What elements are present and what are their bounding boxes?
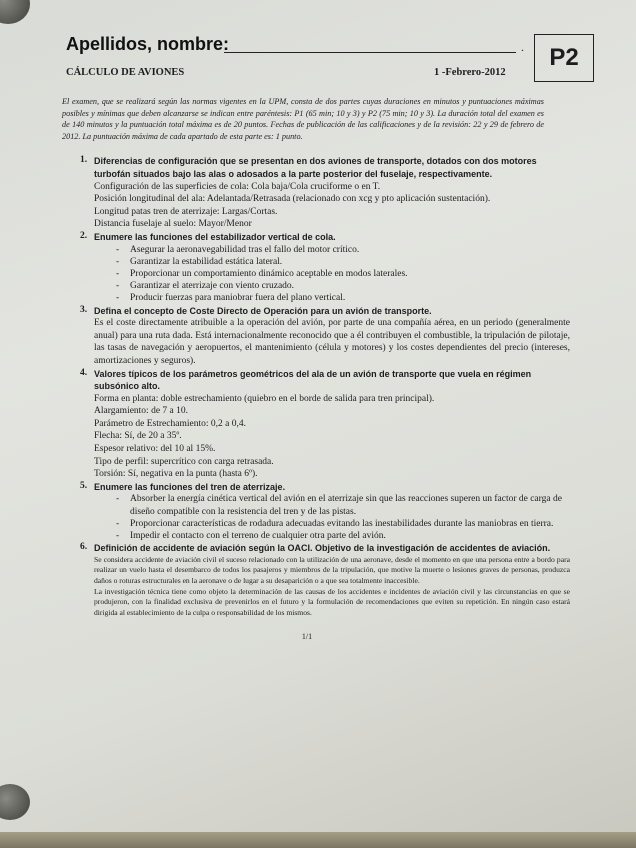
answer-block — [94, 317, 570, 367]
name-label: Apellidos, nombre: — [66, 34, 230, 54]
question-2 — [80, 231, 570, 305]
answer-line: Longitud patas tren de aterrizaje: Largas/Cortas. — [94, 206, 278, 217]
list-item: - Proporcionar un comportamiento dinámico aceptable en modos laterales. — [116, 268, 570, 280]
question-title: Enumere las funciones del estabilizador vertical de cola. — [94, 231, 336, 242]
page-number: 1/1 — [301, 632, 313, 642]
bullet-list — [94, 493, 570, 542]
answer-line: Distancia fuselaje al suelo: Mayor/Menor — [94, 219, 252, 230]
question-title: Diferencias de configuración que se presentan en dos aviones de transporte, dotados con dos motores turbofán situados bajo las alas o adosados a la parte posterior del fuselaje, respectivamente. — [94, 156, 537, 179]
question-4 — [80, 368, 570, 481]
exam-header — [52, 22, 592, 84]
answer-line: Forma en planta: doble estrechamiento (quiebro en el borde de salida para tren principal). — [94, 393, 435, 404]
answer-line: Tipo de perfil: supercrítico con carga retrasada. — [94, 456, 274, 467]
pin-top-left — [0, 0, 30, 24]
list-item: - Asegurar la aeronavegabilidad tras el fallo del motor crítico. — [116, 244, 570, 256]
question-number: 5. — [80, 480, 88, 491]
list-item: - Impedir el contacto con el terreno de cualquier otra parte del avión. — [116, 530, 570, 542]
wooden-frame-edge — [0, 832, 636, 848]
answer-block — [94, 555, 570, 619]
question-number: 6. — [80, 542, 88, 553]
answer-line: Espesor relativo: del 10 al 15%. — [94, 444, 216, 455]
list-item: - Producir fuerzas para maniobrar fuera del plano vertical. — [116, 292, 570, 304]
list-item: - Garantizar la estabilidad estática lateral. — [116, 256, 570, 268]
answer-line: Alargamiento: de 7 a 10. — [94, 406, 189, 417]
answer-line: Flecha: Sí, de 20 a 35º. — [94, 431, 182, 442]
question-3 — [80, 305, 570, 368]
question-title: Definición de accidente de aviación según la OACI. Objetivo de la investigación de accidentes de aviación. — [94, 543, 551, 554]
question-number: 4. — [80, 367, 88, 378]
answer-text: Es el coste directamente atribuible a la operación del avión, por parte de una compañía aérea, en un periodo (generalmente anual) para una ruta dada. Está internacionalmente reconocido que a él contribuyen el combustible, la tripulación de pilotaje, las tasas de navegación y aeropuertos, el mantenimiento (célula y motores) y los costes dependientes del precio (intereses, amortizaciones y seguros). — [94, 318, 570, 366]
list-item: - Garantizar el aterrizaje con viento cruzado. — [116, 280, 570, 292]
exam-sheet — [52, 22, 592, 641]
answer-paragraph: La investigación técnica tiene como objeto la determinación de las causas de los accidentes e incidentes de aviación civil y las circunstancias en que se produjeron, con la finalidad exclusiva de prevenirlos en el futuro y la formulación de recomendaciones que eviten su repetición. En ningún caso estará dirigida al establecimiento de la culpa o responsabilidad de los mismos. — [94, 586, 570, 617]
question-title: Enumere las funciones del tren de aterrizaje. — [94, 481, 286, 492]
answer-block — [94, 393, 570, 481]
question-1 — [80, 155, 570, 231]
question-number: 2. — [80, 230, 88, 241]
answer-line: Posición longitudinal del ala: Adelantada/Retrasada (relacionado con xcg y pto aplicación sustentación). — [94, 194, 491, 205]
answer-line: Configuración de las superficies de cola: Cola baja/Cola cruciforme o en T. — [94, 181, 381, 192]
list-item: - Proporcionar características de rodadura adecuadas evitando las inestabilidades durante las maniobras en tierra. — [116, 518, 570, 530]
answer-line: Parámetro de Estrechamiento: 0,2 a 0,4. — [94, 418, 246, 429]
part-box: P2 — [534, 34, 594, 82]
name-dot: . — [521, 40, 524, 54]
answer-block — [94, 181, 570, 231]
list-item: - Absorber la energía cinética vertical del avión en el aterrizaje sin que las reacciones superen un factor de carga de diseño compatible con la resistencia del tren y de las pistas. — [116, 493, 570, 517]
question-title: Defina el concepto de Coste Directo de Operación para un avión de transporte. — [94, 305, 432, 316]
question-6 — [80, 542, 570, 618]
pin-bottom-left — [0, 784, 30, 820]
answer-paragraph: Se considera accidente de aviación civil el suceso relacionado con la utilización de una aeronave, desde el momento en que una persona entre a bordo para realizar un vuelo hasta el desembarco de todos los pasajeros y miembros de la tripulación, que motive la muerte o lesiones graves de personas, produzca daños o roturas estructurales en la aeronave o de lugar a su desaparición o a que sea totalmente inaccesible. — [94, 554, 570, 586]
question-5 — [80, 481, 570, 542]
intro-paragraph: El examen, que se realizará según las normas vigentes en la UPM, consta de dos partes cuyas duraciones en minutos y puntuaciones máximas posibles y mínimas que deben alcanzarse se indican entre paréntesis: P1 (65 min; 10 y 3) y P2 (75 min; 10 y 3). La duración total del examen es de 140 minutos y la puntuación total máxima es de 20 puntos. Fechas de publicación de las calificaciones y de la revisión: 22 y 29 de febrero de 2012. La puntuación máxima de cada apartado de esta parte es: 1 punto. — [62, 97, 544, 141]
question-number: 3. — [80, 304, 88, 315]
answer-line: Torsión: Sí, negativa en la punta (hasta 6º). — [94, 469, 258, 480]
course-title: CÁLCULO DE AVIONES — [66, 67, 185, 78]
question-list — [52, 155, 592, 618]
question-title: Valores típicos de los parámetros geométricos del ala de un avión de transporte que vuela en régimen subsónico alto. — [94, 368, 532, 392]
question-number: 1. — [80, 155, 88, 166]
name-line — [224, 52, 516, 53]
bullet-list — [94, 244, 570, 305]
exam-date: 1 -Febrero-2012 — [434, 67, 506, 78]
